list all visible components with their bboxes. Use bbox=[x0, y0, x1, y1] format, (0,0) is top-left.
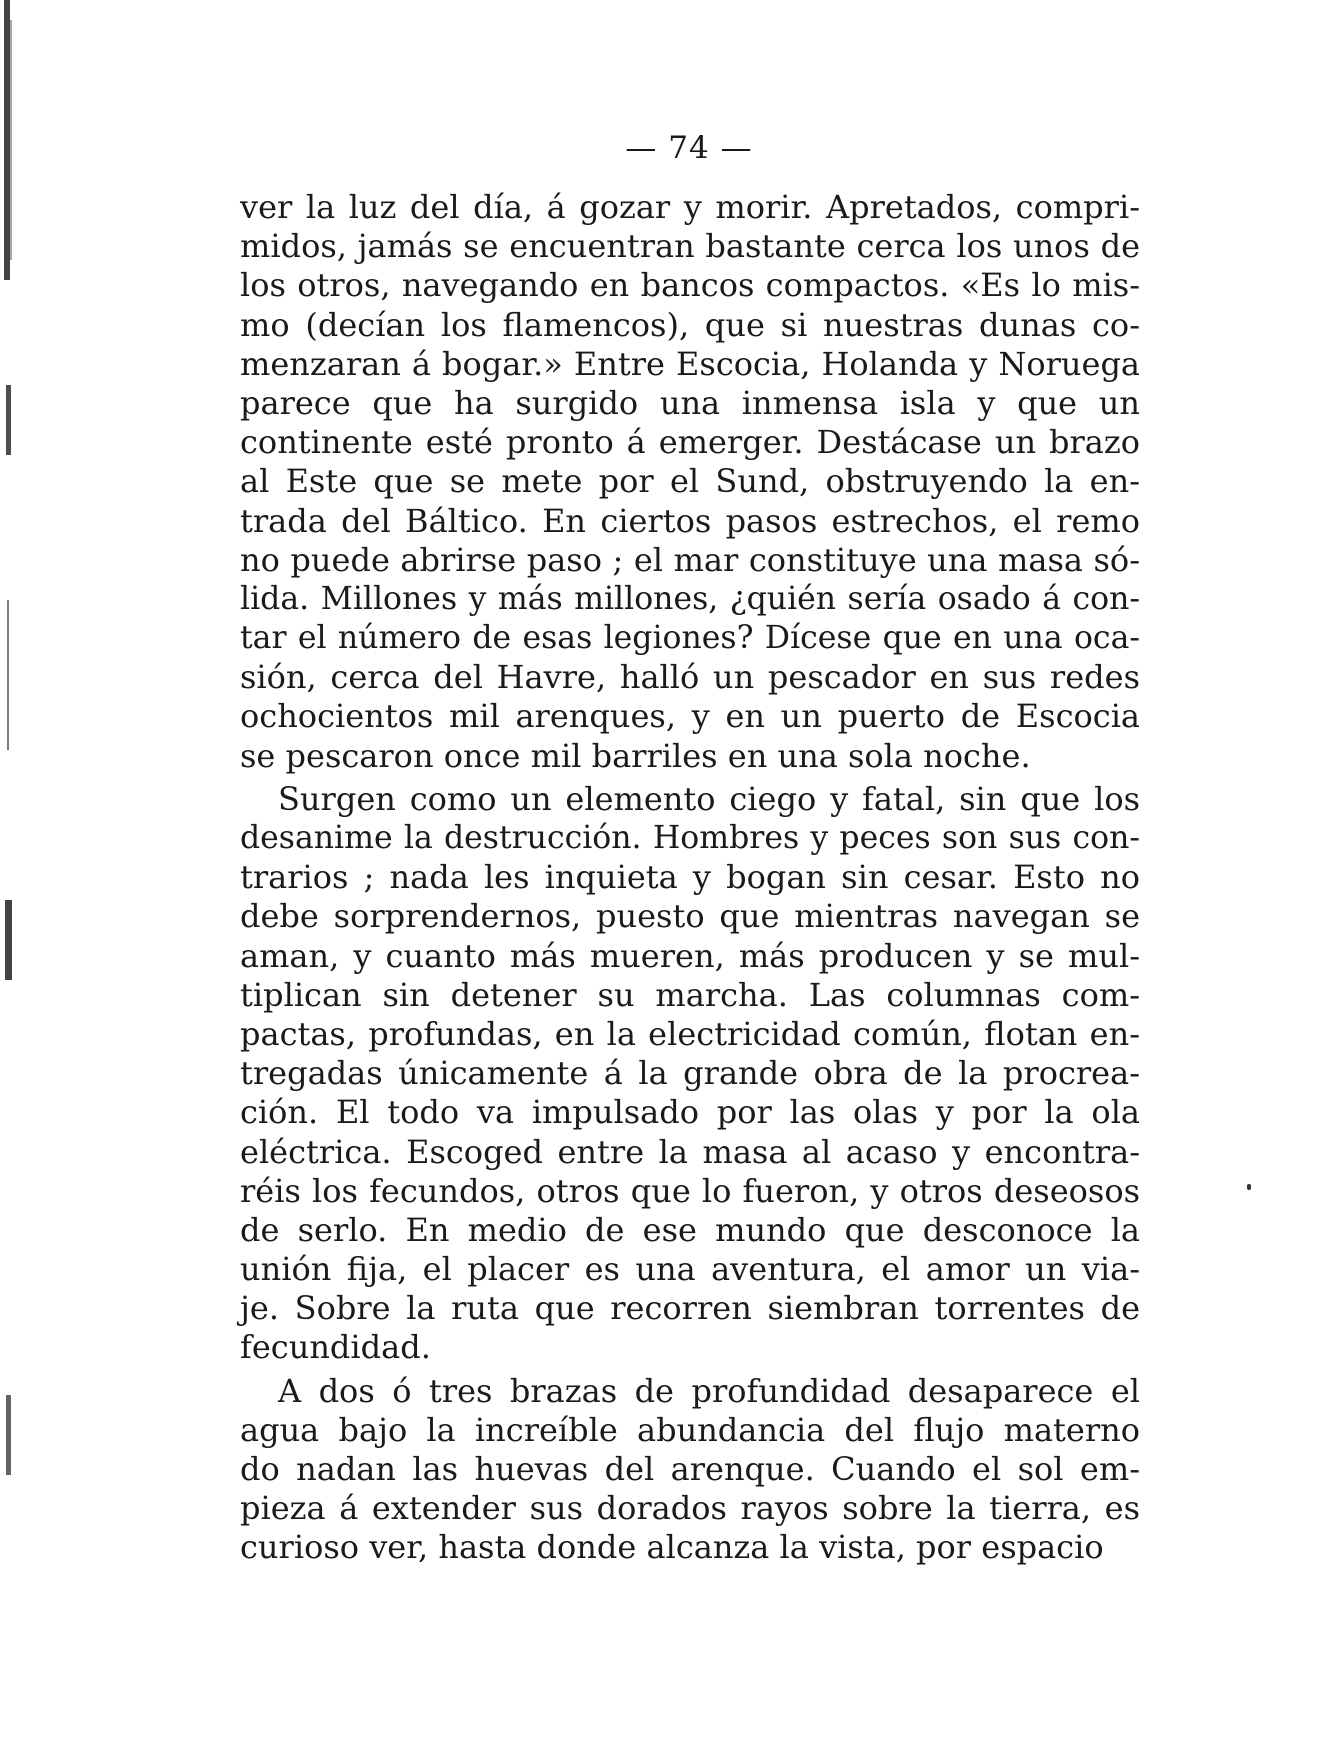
text-line: pieza á extender sus dorados rayos sobre la tierra, es bbox=[240, 1489, 1140, 1528]
text-line: sión, cerca del Havre, halló un pescador en sus redes bbox=[240, 658, 1140, 697]
text-line: ver la luz del día, á gozar y morir. Apretados, compri- bbox=[240, 188, 1140, 226]
text-line: menzaran á bogar.» Entre Escocia, Holanda y Noruega bbox=[240, 344, 1140, 383]
text-line: mo (decían los flamencos), que si nuestras dunas co- bbox=[240, 305, 1140, 344]
text-line: Surgen como un elemento ciego y fatal, sin que los bbox=[278, 779, 1140, 818]
text-line: tiplican sin detener su marcha. Las columnas com- bbox=[240, 975, 1140, 1014]
page-number: — 74 — bbox=[625, 130, 753, 166]
text-line: debe sorprendernos, puesto que mientras navegan se bbox=[240, 897, 1140, 936]
paragraph bbox=[240, 188, 1140, 776]
text-line: desanime la destrucción. Hombres y peces son sus con- bbox=[240, 820, 1140, 856]
text-line: A dos ó tres brazas de profundidad desaparece el bbox=[278, 1371, 1140, 1410]
scan-speck bbox=[1247, 1184, 1251, 1190]
paragraph bbox=[240, 780, 1140, 1368]
text-line: fecundidad. bbox=[240, 1328, 431, 1367]
text-line: ción. El todo va impulsado por las olas y por la ola bbox=[240, 1093, 1140, 1132]
text-line: eléctrica. Escoged entre la masa al acaso y encontra- bbox=[240, 1132, 1140, 1171]
scan-artifact bbox=[6, 385, 11, 455]
text-line: je. Sobre la ruta que recorren siembran torrentes de bbox=[240, 1289, 1140, 1328]
text-line: aman, y cuanto más mueren, más producen y se mul- bbox=[240, 936, 1140, 975]
text-line: continente esté pronto á emerger. Destácase un brazo bbox=[240, 423, 1140, 462]
text-line: ochocientos mil arenques, y en un puerto de Escocia bbox=[240, 697, 1140, 736]
text-line: parece que ha surgido una inmensa isla y que un bbox=[240, 383, 1140, 422]
text-line: midos, jamás se encuentran bastante cerca los unos de bbox=[240, 227, 1140, 266]
scan-artifact bbox=[6, 1395, 11, 1475]
paragraph bbox=[240, 1372, 1140, 1568]
text-line: curioso ver, hasta donde alcanza la vista, por espacio bbox=[240, 1528, 1104, 1567]
text-line: no puede abrirse paso ; el mar constituye una masa só- bbox=[240, 540, 1140, 579]
text-line: pactas, profundas, en la electricidad común, flotan en- bbox=[240, 1014, 1140, 1053]
text-line: de serlo. En medio de ese mundo que desconoce la bbox=[240, 1210, 1140, 1249]
text-line: tar el número de esas legiones? Dícese que en una oca- bbox=[240, 620, 1140, 657]
text-line: los otros, navegando en bancos compactos. «Es lo mis- bbox=[240, 266, 1140, 305]
text-line: tregadas únicamente á la grande obra de la procrea- bbox=[240, 1054, 1140, 1093]
text-line: unión fija, el placer es una aventura, el amor un via- bbox=[240, 1250, 1140, 1289]
text-line: réis los fecundos, otros que lo fueron, y otros deseosos bbox=[240, 1171, 1140, 1210]
text-line: lida. Millones y más millones, ¿quién sería osado á con- bbox=[240, 580, 1140, 617]
text-line: agua bajo la increíble abundancia del flujo materno bbox=[240, 1410, 1140, 1449]
text-line: trarios ; nada les inquieta y bogan sin cesar. Esto no bbox=[240, 858, 1140, 897]
text-line: al Este que se mete por el Sund, obstruyendo la en- bbox=[240, 462, 1140, 501]
text-line: do nadan las huevas del arenque. Cuando el sol em- bbox=[240, 1450, 1140, 1488]
scan-artifact bbox=[7, 600, 9, 750]
scan-artifact bbox=[5, 900, 12, 980]
text-line: trada del Báltico. En ciertos pasos estrechos, el remo bbox=[240, 501, 1140, 540]
body-text bbox=[240, 188, 1140, 1568]
text-line: se pescaron once mil barriles en una sola noche. bbox=[240, 736, 1031, 775]
